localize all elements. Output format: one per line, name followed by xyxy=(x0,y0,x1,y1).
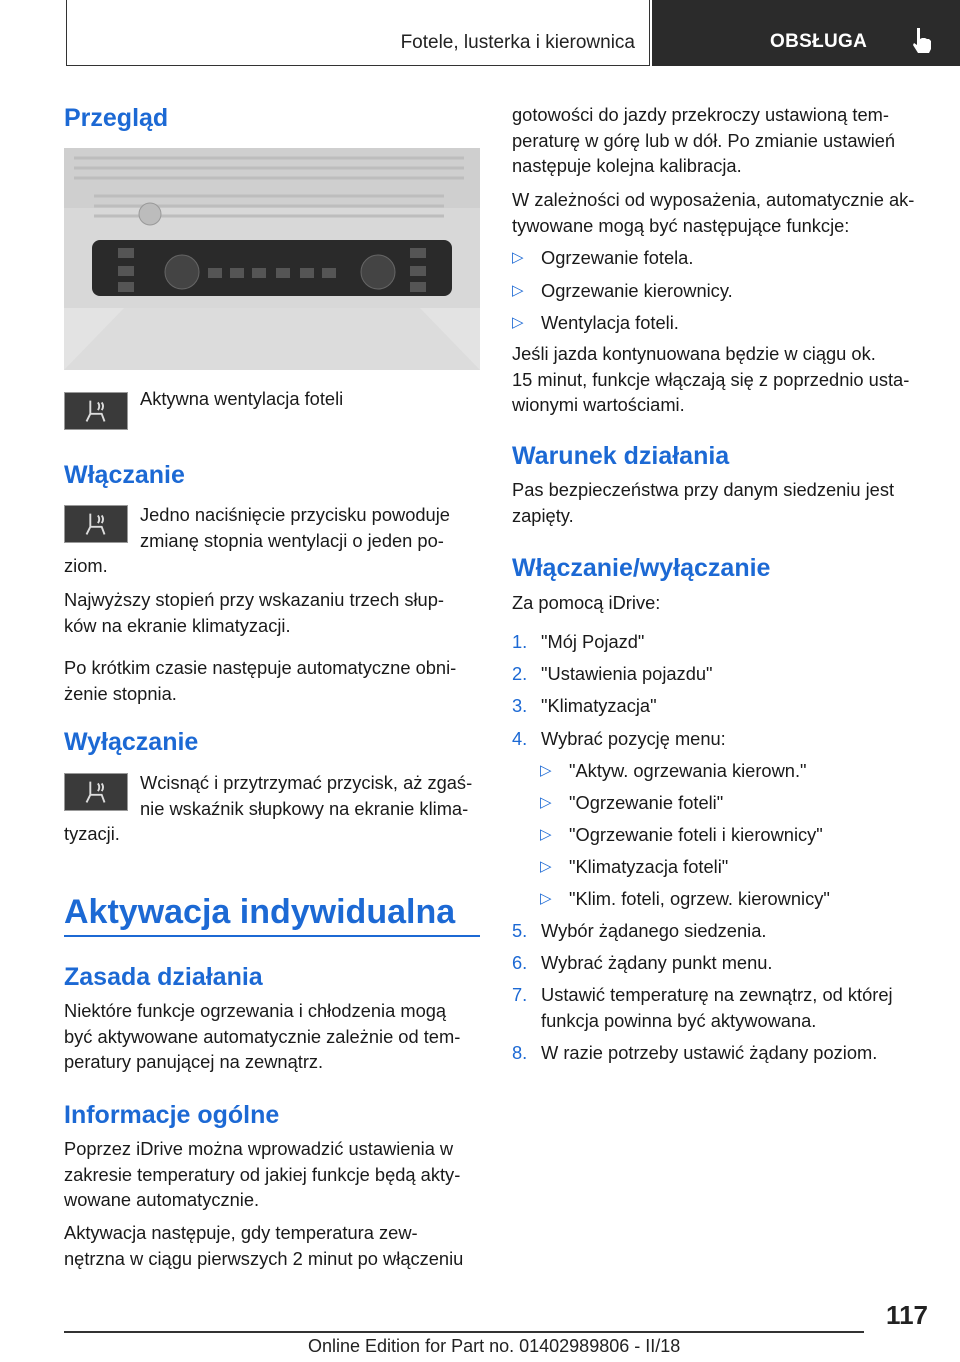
right-paragraph-2: W zależności od wyposażenia, automatycznie ak- tywowane mogą być następujące funkcje: xyxy=(512,189,915,236)
heading-aktywacja: Aktywacja indywidualna xyxy=(64,893,456,931)
wlaczanie-paragraph-2: Najwyższy stopień przy wskazaniu trzech słup- ków na ekranie klimatyzacji. xyxy=(64,589,444,636)
right-paragraph-3: Jeśli jazda kontynuowana będzie w ciągu ok. 15 minut, funkcje włączają się z poprzednio usta- wionymi wartościami. xyxy=(512,343,910,415)
heading-wlaczanie: Włączanie xyxy=(64,461,185,489)
heading-wlaczanie-wylaczanie: Włączanie/wyłączanie xyxy=(512,554,771,582)
heading-warunek: Warunek działania xyxy=(512,442,730,470)
triangle-bullet-icon: ▷ xyxy=(540,858,552,875)
info-paragraph-2: Aktywacja następuje, gdy temperatura zew- nętrzna w ciągu pierwszych 2 minut po włączeniu xyxy=(64,1222,464,1269)
chapter-tab xyxy=(652,0,960,66)
wylaczanie-paragraph-b: tyzacji. xyxy=(64,823,120,844)
warunek-paragraph: Pas bezpieczeństwa przy danym siedzeniu jest zapięty. xyxy=(512,479,895,526)
section-title: Fotele, lusterka i kierownica xyxy=(400,32,635,53)
right-paragraph-1: gotowości do jazdy przekroczy ustawioną tem- peraturę w górę lub w dół. Po zmianie ustawień następuje kolejna kalibracja. xyxy=(512,104,896,176)
triangle-bullet-icon: ▷ xyxy=(540,762,552,779)
seat-ventilation-icon xyxy=(64,392,128,430)
triangle-bullet-icon: ▷ xyxy=(512,282,524,299)
wylaczanie-paragraph-a: Wcisnąć i przytrzymać przycisk, aż zgaś- nie wskaźnik słupkowy na ekranie klima- xyxy=(140,772,473,819)
footer-rule xyxy=(64,1331,864,1333)
triangle-bullet-icon: ▷ xyxy=(540,826,552,843)
heading-wylaczanie: Wyłączanie xyxy=(64,728,199,756)
wlaczanie-paragraph-3: Po krótkim czasie następuje automatyczne obni- żenie stopnia. xyxy=(64,657,457,704)
icon-caption: Aktywna wentylacja foteli xyxy=(140,388,344,409)
triangle-bullet-icon: ▷ xyxy=(540,890,552,907)
onoff-intro: Za pomocą iDrive: xyxy=(512,592,661,613)
climate-panel-photo xyxy=(64,148,480,370)
heading-rule xyxy=(64,935,480,937)
page-number: 117 xyxy=(886,1300,928,1330)
heading-zasada: Zasada działania xyxy=(64,963,263,991)
zasada-paragraph: Niektóre funkcje ogrzewania i chłodzenia mogą być aktywowane automatycznie zależnie od tem- peratury panującej na zewnątrz. xyxy=(64,1000,461,1072)
triangle-bullet-icon: ▷ xyxy=(512,314,524,331)
triangle-bullet-icon: ▷ xyxy=(512,249,524,266)
seat-ventilation-icon xyxy=(64,505,128,543)
heading-informacje: Informacje ogólne xyxy=(64,1101,280,1129)
wlaczanie-paragraph-1a: Jedno naciśnięcie przycisku powoduje zmianę stopnia wentylacji o jeden po- xyxy=(140,504,450,551)
heading-przeglad: Przegląd xyxy=(64,104,169,132)
wlaczanie-paragraph-1b: ziom. xyxy=(64,555,108,576)
info-paragraph-1: Poprzez iDrive można wprowadzić ustawienia w zakresie temperatury od jakiej funkcje będą akty- wowane automatycznie. xyxy=(64,1138,461,1210)
section-header xyxy=(66,0,650,66)
pointing-hand-icon xyxy=(910,26,934,56)
page-header xyxy=(0,0,960,66)
seat-ventilation-icon xyxy=(64,773,128,811)
chapter-title: OBSŁUGA xyxy=(770,31,868,52)
triangle-bullet-icon: ▷ xyxy=(540,794,552,811)
edition-note: Online Edition for Part no. 01402989806 - II/18 xyxy=(308,1336,681,1356)
